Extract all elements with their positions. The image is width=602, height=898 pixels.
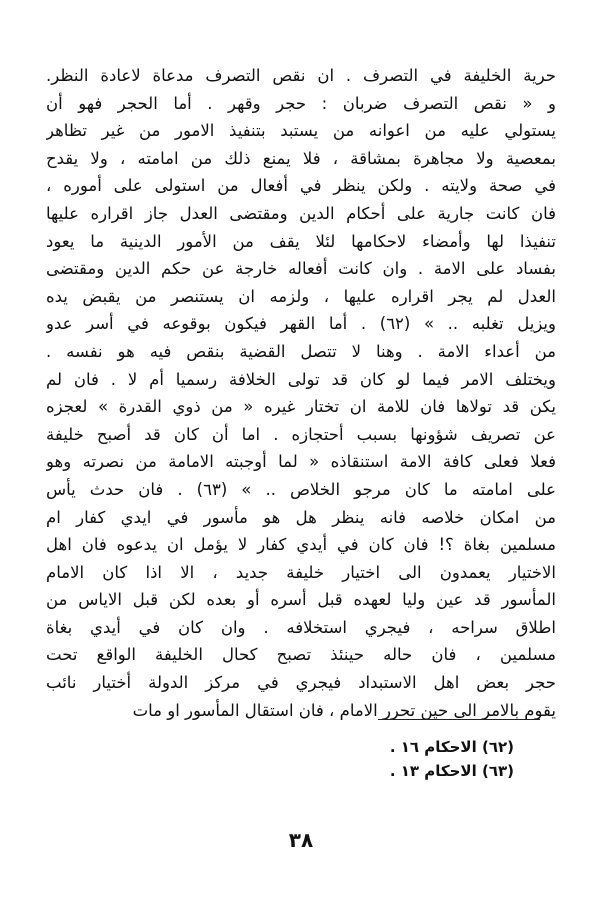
- text-line: فان كانت جارية على أحكام الدين ومقتضى العدل جاز اقراره عليها: [46, 203, 556, 223]
- text-line: من امكان خلاصه فانه ينظر هل هو مأسور في ايدي كفار ام: [46, 507, 556, 527]
- text-line: بفساد على الامة . وان كانت أفعاله خارجة عن حكم الدين ومقتضى: [46, 259, 556, 279]
- text-line: العدل لم يجر اقراره عليها ، ولزمه ان يستنصر من يقبض يده: [46, 286, 556, 306]
- text-line: تنفيذا لها وأمضاء لاحكامها لئلا يقف من الأمور الدينية ما يعود: [46, 231, 556, 251]
- text-line: فعلا فعلى كافة الامة استنقاذه « لما أوجبته الامامة من نصرته وهو: [46, 452, 556, 472]
- text-line: مسلمين ، فان حاله حينئذ تصبح كحال الخليفة الواقع تحت: [46, 645, 556, 665]
- text-line: على امامته ما كان مرجو الخلاص .. » (٦٣) . فان حدث يأس: [46, 479, 556, 499]
- text-line: حرية الخليفة في التصرف . ان نقص التصرف مدعاة لاعادة النظر.: [46, 66, 556, 85]
- page-number: ٣٨: [288, 828, 314, 852]
- text-line: مسلمين بغاة ؟! فان كان في أيدي كفار لا يؤمل ان يدعوه فان اهل: [46, 535, 556, 555]
- footnote-divider: [378, 719, 540, 720]
- text-line: يكن قد تولاها فان للامة ان تختار غيره « من ذوي القدرة » لعجزه: [46, 397, 556, 417]
- text-line: حجر بعض اهل الاستبداد فيجري في مركز الدولة أختيار نائب: [46, 673, 556, 693]
- text-line: عن تصريف شؤونها بسبب أحتجازه . اما أن كان قد أصبح خليفة: [46, 424, 556, 444]
- text-line: اطلاق سراحه ، فيجري استخلافه . وان كان في أيدي بغاة: [46, 617, 556, 637]
- footnote: (٦٣) الاحكام ١٣ .: [389, 762, 514, 780]
- text-line: ويزيل تغلبه .. » (٦٢) . أما القهر فيكون بوقوعه في أسر عدو: [46, 314, 556, 334]
- text-line: يستولي عليه من اعوانه من يستبد بتنفيذ الامور من غير تظاهر: [46, 121, 556, 141]
- text-line: ويختلف الامر فيما لو كان قد تولى الخلافة رسميا أم لا . فان لم: [46, 369, 556, 389]
- text-line: في صحة ولايته . ولكن ينظر في أفعال من استولى على أموره ،: [46, 176, 556, 196]
- text-line: المأسور قد عين وليا لعهده قبل أسره أو بعده لكن قبل الاياس من: [46, 590, 556, 610]
- footnote: (٦٢) الاحكام ١٦ .: [389, 738, 514, 756]
- text-line: يقوم بالامر الى حين تحرر الامام ، فان استقال المأسور او مات: [132, 700, 556, 720]
- text-line: من أعداء الامة . وهنا لا تتصل القضية بنقص فيه هو نفسه .: [46, 341, 556, 361]
- text-line: بمعصية ولا مجاهرة بمشاقة ، فلا يمنع ذلك من امامته ، ولا يقدح: [46, 148, 556, 168]
- text-line: الاختيار يعمدون الى اختيار خليفة جديد ، الا اذا كان الامام: [46, 562, 556, 582]
- text-line: و « نقص التصرف ضربان : حجر وقهر . أما الحجر فهو أن: [46, 93, 556, 113]
- body-text: [46, 62, 556, 724]
- footnotes: [390, 735, 514, 783]
